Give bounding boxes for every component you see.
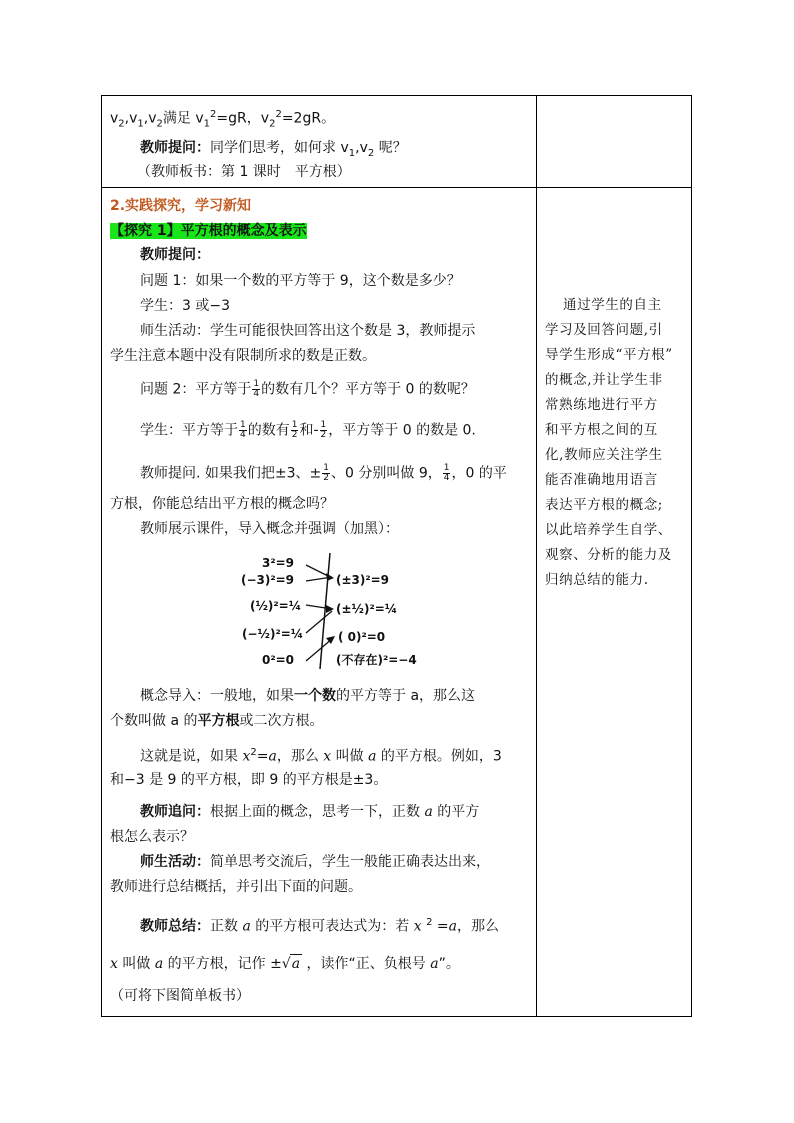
- diagram-left-5: 0²=0: [262, 653, 295, 667]
- row-divider: [101, 187, 692, 188]
- courseware-note: 教师展示课件，导入概念并强调（加黑）：: [140, 521, 399, 537]
- table-left-border: [101, 95, 102, 1017]
- teacher-ask-label: 教师提问：: [140, 247, 210, 263]
- activity-1-line-b: 学生注意本题中没有限制所求的数是正数。: [110, 348, 376, 364]
- student-answer-1: 学生：3 或−3: [140, 298, 230, 314]
- diagram-right-1: (±3)²=9: [336, 573, 390, 587]
- diagram-right-3: ( 0)²=0: [338, 630, 386, 644]
- teacher-question-row1: 教师提问：同学们思考，如何求 $v_1,v_2$ 呢？: [140, 140, 407, 159]
- question-1: 问题 1：如果一个数的平方等于 9，这个数是多少？: [140, 273, 461, 289]
- arrow-2b: [306, 611, 332, 633]
- design-intent-note: 通过学生的自主 学习及回答问题,引 导学生形成“平方根” 的概念,并让学生非 常熟练地进行平方 和平方根之间的互 化,教师应关注学生 能否准确地用语言 表达平方根的概念; 以此培养学生自学、 观察、分析的能力及 归纳总结的能力.: [545, 297, 673, 588]
- student-answer-2: 学生：平方等于 $\frac{1}{4}$ 的数有 $\frac{1}{2}$ 和- $\frac{1}{2}$ ，平方等于 0 的数是 0.: [140, 420, 476, 440]
- diagram-left-2: (−3)²=9: [241, 573, 295, 587]
- table-bottom-border: [101, 1016, 692, 1017]
- follow-up-line-b: 根怎么表示？: [110, 829, 194, 845]
- arrowhead-2: [326, 605, 334, 613]
- teacher-ask-2-b: 方根，你能总结出平方根的概念吗？: [110, 496, 334, 512]
- section-heading: 2.实践探究，学习新知: [110, 198, 252, 214]
- square-mapping-diagram: [240, 553, 440, 671]
- table-right-border: [691, 95, 692, 1017]
- activity-2-line-a: 师生活动：简单思考交流后，学生一般能正确表达出来，: [140, 854, 490, 870]
- question-2: 问题 2：平方等于 $\frac{1}{4}$ 的数有几个？平方等于 0 的数呢？: [140, 379, 475, 399]
- arrowhead-1: [326, 573, 334, 581]
- board-note: （可将下图简单板书）: [110, 988, 250, 1004]
- concept-line-a: 概念导入：一般地，如果一个数的平方等于 a，那么这: [140, 688, 476, 704]
- explore-tag: 【探究 1】平方根的概念及表示: [110, 223, 307, 239]
- diagram-left-4: (−½)²=¼: [242, 627, 304, 641]
- diagram-left-3: (½)²=¼: [250, 599, 302, 613]
- teacher-question-label: 教师提问：: [140, 140, 210, 156]
- definition-line-a: 这就是说，如果 $x^2=a$，那么 x 叫做 a 的平方根。例如，3: [140, 747, 502, 765]
- concept-line-b: 个数叫做 a 的平方根或二次方根。: [110, 713, 324, 729]
- definition-line-b: 和−3 是 9 的平方根，即 9 的平方根是±3。: [110, 772, 388, 788]
- column-divider: [536, 95, 537, 1017]
- activity-2-line-b: 教师进行总结概括，并引出下面的问题。: [110, 879, 362, 895]
- board-writing: （教师板书：第 1 课时 平方根）: [137, 164, 351, 180]
- diagram-left-1: 3²=9: [262, 556, 295, 570]
- velocity-condition: $v_2,v_1,v_2$满足 $v_1^2=gR$，$v_2^2=2gR$。: [110, 109, 336, 130]
- summary-line-b: x 叫做 a 的平方根，记作 ±√a ，读作“正、负根号 a”。: [110, 956, 460, 972]
- diagram-right-2: (±½)²=¼: [336, 602, 398, 616]
- follow-up-line-a: 教师追问：根据上面的概念，思考一下，正数 a 的平方: [140, 804, 480, 820]
- diagram-right-4: (不存在)²=−4: [336, 653, 417, 667]
- activity-1-line-a: 师生活动：学生可能很快回答出这个数是 3，教师提示: [140, 323, 476, 339]
- fraction-quarter: $\frac{1}{4}$: [253, 379, 260, 399]
- teacher-ask-2-a: 教师提问. 如果我们把±3、± $\frac{1}{2}$ 、0 分别叫做 9， $\frac{1}{4}$ ，0 的平: [140, 463, 507, 483]
- summary-line-a: 教师总结：正数 a 的平方根可表达式为：若 x $^2$ =a，那么: [140, 917, 499, 935]
- table-top-border: [101, 95, 692, 96]
